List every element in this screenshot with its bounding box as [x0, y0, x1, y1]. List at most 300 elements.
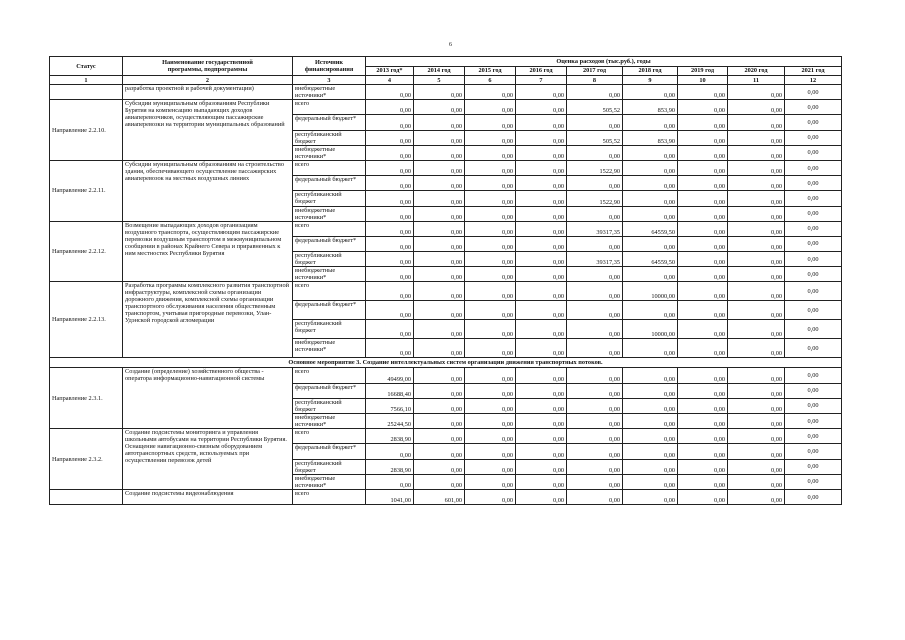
- row-status: Направление 2.3.2.: [50, 429, 123, 490]
- row-value: 0,00: [567, 489, 623, 504]
- row-value: 0,00: [465, 339, 516, 358]
- table-row: [50, 429, 842, 444]
- column-number-12: 12: [785, 76, 842, 85]
- row-source: внебюджетные источники*: [293, 145, 366, 160]
- row-value: 0,00: [678, 368, 728, 383]
- row-value: 0,00: [567, 429, 623, 444]
- row-value: 0,00: [728, 339, 785, 358]
- row-value: 0,00: [728, 320, 785, 339]
- row-value: 0,00: [785, 160, 842, 175]
- row-value: 0,00: [366, 115, 414, 130]
- row-value: 0,00: [728, 221, 785, 236]
- row-value: 0,00: [366, 100, 414, 115]
- row-value: 49499,00: [366, 368, 414, 383]
- budget-table: [49, 56, 842, 505]
- row-value: 0,00: [414, 383, 465, 398]
- row-source: всего: [293, 429, 366, 444]
- row-value: 0,00: [728, 383, 785, 398]
- row-value: 0,00: [516, 85, 567, 100]
- column-number-5: 5: [414, 76, 465, 85]
- row-value: 505,52: [567, 130, 623, 145]
- row-value: 0,00: [516, 160, 567, 175]
- row-value: 0,00: [623, 301, 678, 320]
- row-value: 0,00: [465, 160, 516, 175]
- row-value: 0,00: [465, 206, 516, 221]
- column-number-6: 6: [465, 76, 516, 85]
- row-value: 0,00: [465, 489, 516, 504]
- row-value: 0,00: [516, 320, 567, 339]
- row-value: 0,00: [465, 236, 516, 251]
- row-value: 0,00: [623, 368, 678, 383]
- row-value: 0,00: [465, 145, 516, 160]
- row-name: Субсидии муниципальным образованиям Республики Бурятия на компенсацию выпадающих доходов авиаперевозчиков, осуществляющим пассажирские авиаперевозки на территории муниципальных образований: [123, 100, 293, 161]
- header-year-6: 2018 год: [623, 66, 678, 76]
- row-value: 0,00: [623, 160, 678, 175]
- row-value: 0,00: [785, 267, 842, 282]
- row-value: 0,00: [785, 252, 842, 267]
- header-year-1: 2013 год*: [366, 66, 414, 76]
- row-value: 0,00: [366, 160, 414, 175]
- section-row: [50, 358, 842, 368]
- header-year-3: 2015 год: [465, 66, 516, 76]
- row-value: 0,00: [414, 115, 465, 130]
- row-value: 0,00: [414, 368, 465, 383]
- row-value: 0,00: [567, 444, 623, 459]
- row-value: 0,00: [678, 282, 728, 301]
- row-value: 0,00: [678, 115, 728, 130]
- row-source: республиканский бюджет: [293, 398, 366, 413]
- row-name: Создание (определение) хозяйственного общества - оператора информационно-навигационной системы: [123, 368, 293, 429]
- row-value: 0,00: [785, 339, 842, 358]
- column-number-2: 2: [123, 76, 293, 85]
- row-value: 0,00: [678, 145, 728, 160]
- table-row: [50, 100, 842, 115]
- row-value: 0,00: [678, 130, 728, 145]
- column-number-3: 3: [293, 76, 366, 85]
- row-name: Субсидии муниципальным образованиям на строительство здания, обеспечивающего осуществление пассажирских авиаперевозок на местных воздушных линиях: [123, 160, 293, 221]
- row-value: 0,00: [366, 145, 414, 160]
- row-value: 0,00: [678, 398, 728, 413]
- row-value: 7566,10: [366, 398, 414, 413]
- row-value: 2838,90: [366, 429, 414, 444]
- column-number-7: 7: [516, 76, 567, 85]
- row-value: 0,00: [516, 383, 567, 398]
- row-value: 0,00: [366, 176, 414, 191]
- row-value: 0,00: [785, 474, 842, 489]
- row-value: 0,00: [678, 100, 728, 115]
- row-source: федеральный бюджет*: [293, 236, 366, 251]
- row-value: 0,00: [414, 459, 465, 474]
- row-source: федеральный бюджет*: [293, 383, 366, 398]
- row-value: 0,00: [623, 191, 678, 206]
- row-value: 0,00: [516, 489, 567, 504]
- row-value: 0,00: [516, 474, 567, 489]
- row-value: 0,00: [678, 339, 728, 358]
- row-value: 0,00: [465, 398, 516, 413]
- row-value: 25244,50: [366, 414, 414, 429]
- row-value: 0,00: [465, 191, 516, 206]
- row-value: 0,00: [465, 176, 516, 191]
- row-value: 0,00: [414, 282, 465, 301]
- row-value: 0,00: [516, 221, 567, 236]
- row-value: 0,00: [785, 100, 842, 115]
- table-row: [50, 85, 842, 100]
- row-value: 0,00: [785, 85, 842, 100]
- row-value: 0,00: [516, 368, 567, 383]
- row-value: 0,00: [465, 252, 516, 267]
- row-name: Создание подсистемы мониторинга и управления школьными автобусами на территории Республики Бурятия. Оснащение навигационно-связным оборудованием автотранспортных средств, используемых при осуществлении перевозок детей: [123, 429, 293, 490]
- row-value: 0,00: [678, 489, 728, 504]
- row-source: внебюджетные источники*: [293, 474, 366, 489]
- row-value: 0,00: [728, 85, 785, 100]
- row-value: 0,00: [465, 115, 516, 130]
- row-value: 0,00: [516, 236, 567, 251]
- row-value: 0,00: [728, 429, 785, 444]
- row-value: 0,00: [516, 145, 567, 160]
- row-value: 0,00: [728, 489, 785, 504]
- row-value: 10000,00: [623, 320, 678, 339]
- page-number: 6: [449, 42, 452, 48]
- row-value: 0,00: [366, 191, 414, 206]
- row-value: 0,00: [728, 115, 785, 130]
- header-status: Статус: [50, 57, 123, 76]
- row-value: 0,00: [414, 320, 465, 339]
- row-value: 0,00: [414, 85, 465, 100]
- row-value: 505,52: [567, 100, 623, 115]
- row-value: 0,00: [728, 444, 785, 459]
- column-number-8: 8: [567, 76, 623, 85]
- row-value: 0,00: [785, 282, 842, 301]
- row-value: 16688,40: [366, 383, 414, 398]
- row-value: 0,00: [785, 368, 842, 383]
- row-value: 0,00: [785, 414, 842, 429]
- row-value: 0,00: [465, 444, 516, 459]
- row-source: внебюджетные источники*: [293, 414, 366, 429]
- row-value: 0,00: [465, 100, 516, 115]
- row-value: 0,00: [366, 339, 414, 358]
- row-value: 0,00: [414, 130, 465, 145]
- row-value: 0,00: [414, 444, 465, 459]
- row-value: 0,00: [414, 301, 465, 320]
- row-value: 0,00: [567, 145, 623, 160]
- row-value: 0,00: [414, 252, 465, 267]
- row-value: 0,00: [678, 429, 728, 444]
- row-value: 0,00: [414, 160, 465, 175]
- row-value: 0,00: [728, 459, 785, 474]
- row-value: 0,00: [516, 444, 567, 459]
- row-value: 0,00: [728, 301, 785, 320]
- row-value: 0,00: [567, 236, 623, 251]
- header-year-8: 2020 год: [728, 66, 785, 76]
- row-value: 0,00: [366, 301, 414, 320]
- row-value: 0,00: [414, 398, 465, 413]
- row-value: 0,00: [465, 221, 516, 236]
- row-value: 1522,90: [567, 160, 623, 175]
- row-value: 0,00: [414, 236, 465, 251]
- row-value: 0,00: [414, 145, 465, 160]
- row-value: 0,00: [728, 267, 785, 282]
- row-value: 0,00: [366, 252, 414, 267]
- row-value: 601,00: [414, 489, 465, 504]
- row-source: всего: [293, 282, 366, 301]
- row-value: 0,00: [785, 301, 842, 320]
- row-value: 64559,50: [623, 221, 678, 236]
- row-value: 0,00: [678, 301, 728, 320]
- row-value: 0,00: [366, 130, 414, 145]
- row-value: 0,00: [465, 429, 516, 444]
- row-status: [50, 85, 123, 100]
- row-value: 0,00: [678, 160, 728, 175]
- row-status: Направление 2.2.12.: [50, 221, 123, 282]
- header-name-line2: программы, подпрограммы: [167, 66, 248, 73]
- row-source: всего: [293, 100, 366, 115]
- row-value: 39317,35: [567, 252, 623, 267]
- row-value: 0,00: [785, 176, 842, 191]
- row-source: республиканский бюджет: [293, 320, 366, 339]
- row-value: 0,00: [678, 267, 728, 282]
- row-name: Возмещение выпадающих доходов организациям воздушного транспорта, осуществляющим пассажирские перевозки воздушным транспортом в межмуниципальном сообщении в районах Крайнего Севера и приравненных к ним местностях Республики Бурятия: [123, 221, 293, 282]
- column-number-9: 9: [623, 76, 678, 85]
- column-number-11: 11: [728, 76, 785, 85]
- row-value: 0,00: [623, 267, 678, 282]
- row-value: 0,00: [785, 206, 842, 221]
- row-value: 0,00: [728, 160, 785, 175]
- header-source-line1: Источник: [314, 59, 344, 66]
- row-value: 0,00: [785, 429, 842, 444]
- row-value: 0,00: [414, 267, 465, 282]
- row-value: 0,00: [678, 474, 728, 489]
- row-source: федеральный бюджет*: [293, 444, 366, 459]
- row-source: всего: [293, 368, 366, 383]
- row-value: 0,00: [366, 474, 414, 489]
- row-value: 0,00: [516, 459, 567, 474]
- row-value: 0,00: [366, 206, 414, 221]
- row-value: 0,00: [567, 320, 623, 339]
- row-value: 0,00: [414, 100, 465, 115]
- row-value: 0,00: [366, 320, 414, 339]
- row-value: 0,00: [516, 130, 567, 145]
- row-value: 0,00: [785, 145, 842, 160]
- row-value: 0,00: [728, 191, 785, 206]
- row-value: 0,00: [623, 339, 678, 358]
- row-value: 0,00: [516, 398, 567, 413]
- row-value: 1041,00: [366, 489, 414, 504]
- row-value: 2838,90: [366, 459, 414, 474]
- row-name: разработка проектной и рабочей документации): [123, 85, 293, 100]
- row-status: [50, 489, 123, 504]
- table-row: [50, 368, 842, 383]
- header-source-line2: финансирования: [304, 66, 354, 73]
- row-value: 0,00: [623, 206, 678, 221]
- row-value: 0,00: [465, 414, 516, 429]
- row-value: 0,00: [728, 368, 785, 383]
- row-value: 0,00: [516, 191, 567, 206]
- section-title: Основное мероприятие 3. Создание интеллектуальных систем организации движения транспортных потоков.: [50, 358, 842, 368]
- row-source: всего: [293, 221, 366, 236]
- row-value: 0,00: [567, 267, 623, 282]
- row-value: 0,00: [678, 236, 728, 251]
- row-value: 0,00: [516, 176, 567, 191]
- row-value: 853,90: [623, 130, 678, 145]
- row-value: 0,00: [785, 459, 842, 474]
- row-value: 0,00: [366, 221, 414, 236]
- row-source: республиканский бюджет: [293, 459, 366, 474]
- row-source: федеральный бюджет*: [293, 115, 366, 130]
- header-name: [123, 57, 293, 76]
- row-value: 0,00: [785, 383, 842, 398]
- row-name: Создание подсистемы видеонаблюдения: [123, 489, 293, 504]
- row-value: 39317,35: [567, 221, 623, 236]
- row-value: 0,00: [414, 191, 465, 206]
- column-number-10: 10: [678, 76, 728, 85]
- row-value: 0,00: [678, 176, 728, 191]
- table-row: [50, 221, 842, 236]
- row-value: 0,00: [366, 444, 414, 459]
- row-source: внебюджетные источники*: [293, 339, 366, 358]
- row-source: федеральный бюджет*: [293, 301, 366, 320]
- row-value: 0,00: [623, 444, 678, 459]
- row-value: 0,00: [516, 206, 567, 221]
- row-value: 0,00: [623, 489, 678, 504]
- row-value: 0,00: [567, 282, 623, 301]
- row-name: Разработка программы комплексного развития транспортной инфраструктуры, комплексной схемы организации дорожного движения, комплексной схемы организации транспортного обслуживания населения общественным транспортом, учитывая пригородные перевозки, Улан-Удэнской городской агломерации: [123, 282, 293, 358]
- row-value: 0,00: [567, 85, 623, 100]
- row-value: 0,00: [567, 474, 623, 489]
- row-value: 0,00: [678, 459, 728, 474]
- row-value: 0,00: [516, 267, 567, 282]
- row-value: 0,00: [728, 236, 785, 251]
- row-value: 0,00: [414, 206, 465, 221]
- row-value: 0,00: [623, 236, 678, 251]
- table-row: [50, 489, 842, 504]
- row-value: 0,00: [465, 85, 516, 100]
- row-value: 0,00: [567, 301, 623, 320]
- row-value: 0,00: [623, 474, 678, 489]
- table-body: [50, 85, 842, 505]
- row-value: 0,00: [623, 85, 678, 100]
- row-value: 0,00: [516, 252, 567, 267]
- row-value: 0,00: [678, 85, 728, 100]
- row-value: 0,00: [623, 383, 678, 398]
- row-value: 0,00: [785, 398, 842, 413]
- row-value: 0,00: [678, 206, 728, 221]
- row-value: 0,00: [728, 282, 785, 301]
- column-number-1: 1: [50, 76, 123, 85]
- row-value: 0,00: [623, 176, 678, 191]
- row-value: 0,00: [516, 100, 567, 115]
- row-value: 1522,90: [567, 191, 623, 206]
- row-value: 0,00: [785, 130, 842, 145]
- header-year-4: 2016 год: [516, 66, 567, 76]
- row-value: 0,00: [785, 221, 842, 236]
- row-source: внебюджетные источники*: [293, 267, 366, 282]
- row-source: внебюджетные источники*: [293, 206, 366, 221]
- row-status: Направление 2.2.10.: [50, 100, 123, 161]
- row-value: 0,00: [623, 459, 678, 474]
- row-source: республиканский бюджет: [293, 252, 366, 267]
- row-value: 0,00: [414, 474, 465, 489]
- row-value: 0,00: [623, 429, 678, 444]
- row-value: 0,00: [785, 191, 842, 206]
- row-value: 0,00: [366, 236, 414, 251]
- row-value: 0,00: [567, 206, 623, 221]
- row-value: 0,00: [728, 145, 785, 160]
- row-value: 0,00: [623, 398, 678, 413]
- row-status: Направление 2.3.1.: [50, 368, 123, 429]
- row-value: 0,00: [516, 282, 567, 301]
- row-source: всего: [293, 160, 366, 175]
- row-value: 0,00: [623, 115, 678, 130]
- row-value: 0,00: [728, 252, 785, 267]
- table-row: [50, 282, 842, 301]
- row-value: 0,00: [678, 383, 728, 398]
- row-value: 0,00: [516, 301, 567, 320]
- row-source: республиканский бюджет: [293, 130, 366, 145]
- row-value: 0,00: [465, 368, 516, 383]
- row-value: 0,00: [516, 115, 567, 130]
- row-value: 0,00: [623, 145, 678, 160]
- row-value: 0,00: [465, 130, 516, 145]
- row-value: 0,00: [785, 115, 842, 130]
- row-value: 0,00: [414, 414, 465, 429]
- row-value: 0,00: [623, 414, 678, 429]
- row-source: внебюджетные источники*: [293, 85, 366, 100]
- header-year-5: 2017 год: [567, 66, 623, 76]
- row-value: 10000,00: [623, 282, 678, 301]
- row-source: всего: [293, 489, 366, 504]
- row-value: 0,00: [567, 459, 623, 474]
- table-header: [50, 57, 842, 85]
- row-value: 0,00: [678, 191, 728, 206]
- row-status: Направление 2.2.13.: [50, 282, 123, 358]
- row-value: 0,00: [414, 429, 465, 444]
- row-value: 0,00: [678, 414, 728, 429]
- header-year-7: 2019 год: [678, 66, 728, 76]
- row-value: 0,00: [567, 368, 623, 383]
- row-value: 0,00: [728, 474, 785, 489]
- row-value: 0,00: [414, 339, 465, 358]
- column-number-4: 4: [366, 76, 414, 85]
- row-value: 0,00: [678, 221, 728, 236]
- row-value: 0,00: [678, 252, 728, 267]
- row-value: 0,00: [414, 176, 465, 191]
- row-value: 853,90: [623, 100, 678, 115]
- header-name-line1: Наименование государственной: [162, 59, 253, 66]
- row-value: 0,00: [414, 221, 465, 236]
- row-value: 0,00: [678, 320, 728, 339]
- row-value: 0,00: [728, 176, 785, 191]
- row-value: 0,00: [567, 339, 623, 358]
- row-value: 0,00: [465, 267, 516, 282]
- row-value: 0,00: [516, 339, 567, 358]
- row-value: 0,00: [567, 398, 623, 413]
- row-value: 0,00: [366, 85, 414, 100]
- row-value: 0,00: [465, 320, 516, 339]
- row-value: 0,00: [465, 383, 516, 398]
- row-value: 0,00: [567, 176, 623, 191]
- row-value: 64559,50: [623, 252, 678, 267]
- row-value: 0,00: [785, 236, 842, 251]
- table-row: [50, 160, 842, 175]
- row-source: республиканский бюджет: [293, 191, 366, 206]
- row-value: 0,00: [728, 100, 785, 115]
- header-year-2: 2014 год: [414, 66, 465, 76]
- row-value: 0,00: [678, 444, 728, 459]
- row-value: 0,00: [567, 414, 623, 429]
- row-status: Направление 2.2.11.: [50, 160, 123, 221]
- header-estimate: Оценка расходов (тыс.руб.), годы: [366, 57, 842, 67]
- row-value: 0,00: [465, 459, 516, 474]
